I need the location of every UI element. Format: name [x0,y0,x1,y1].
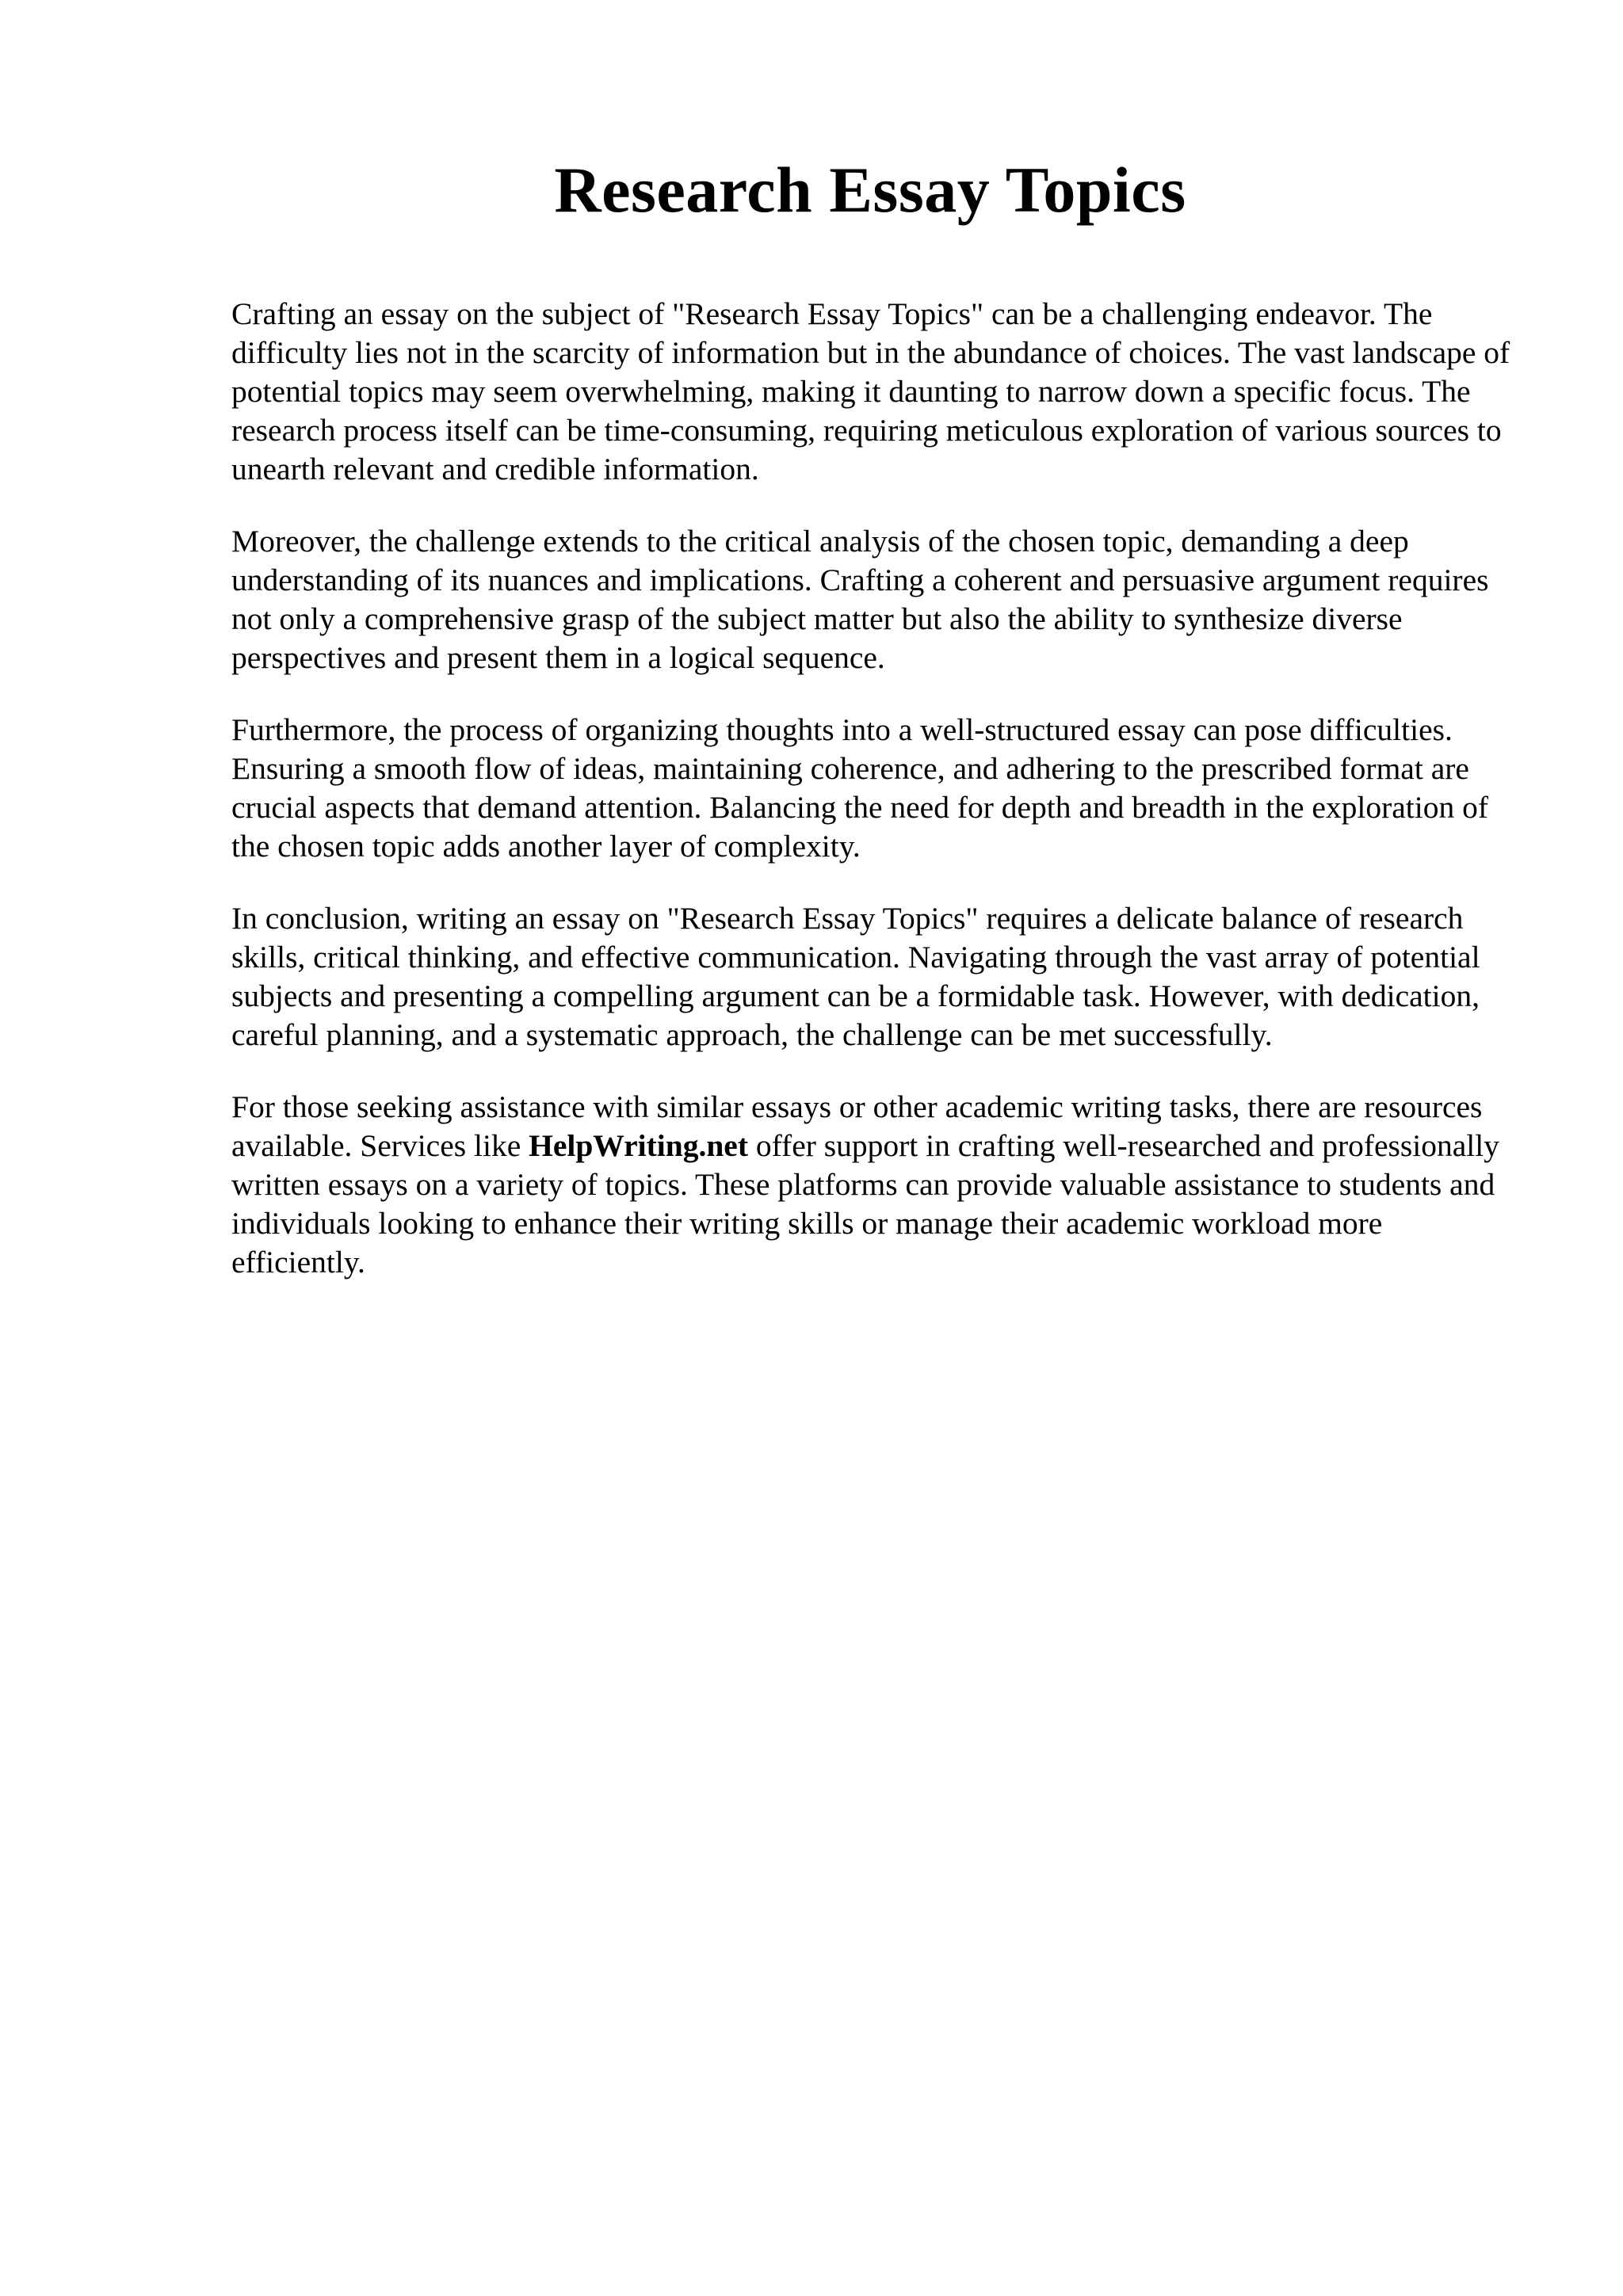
paragraph-4: In conclusion, writing an essay on "Research Essay Topics" requires a delicate balance of research skills, critical thinking, and effective communication. Navigating through the vast array of potential subjects and presenting a compelling argument can be a formidable task. However, with dedication, careful planning, and a systematic approach, the challenge can be met successfully. [231,901,1480,1052]
paragraph-5 [231,1088,1515,1282]
paragraph-5-intro: For those seeking assistance with similar essays or other academic writing tasks, there are resources available. Services like [231,1089,1483,1163]
paragraph-5-rest: offer support in crafting well-researched and professionally written essays on a variety of topics. These platforms can provide valuable assistance to students and individuals looking to enhance their writing skills or manage their academic workload more efficiently. [231,1128,1500,1280]
document-body [231,295,1515,1315]
paragraph-1: Crafting an essay on the subject of "Research Essay Topics" can be a challenging endeavor. The difficulty lies not in the scarcity of information but in the abundance of choices. The vast landscape of potential topics may seem overwhelming, making it daunting to narrow down a specific focus. The research process itself can be time-consuming, requiring meticulous exploration of various sources to unearth relevant and credible information. [231,296,1510,486]
paragraph-2: Moreover, the challenge extends to the critical analysis of the chosen topic, demanding a deep understanding of its nuances and implications. Crafting a coherent and persuasive argument requires not only a comprehensive grasp of the subject matter but also the ability to synthesize diverse perspectives and present them in a logical sequence. [231,524,1489,675]
page-title: Research Essay Topics [554,154,1186,226]
helpwriting-link[interactable]: HelpWriting.net [529,1128,748,1163]
paragraph-3: Furthermore, the process of organizing thoughts into a well-structured essay can pose difficulties. Ensuring a smooth flow of ideas, maintaining coherence, and adhering to the prescribed format are crucial aspects that demand attention. Balancing the need for depth and breadth in the exploration of the chosen topic adds another layer of complexity. [231,712,1489,864]
